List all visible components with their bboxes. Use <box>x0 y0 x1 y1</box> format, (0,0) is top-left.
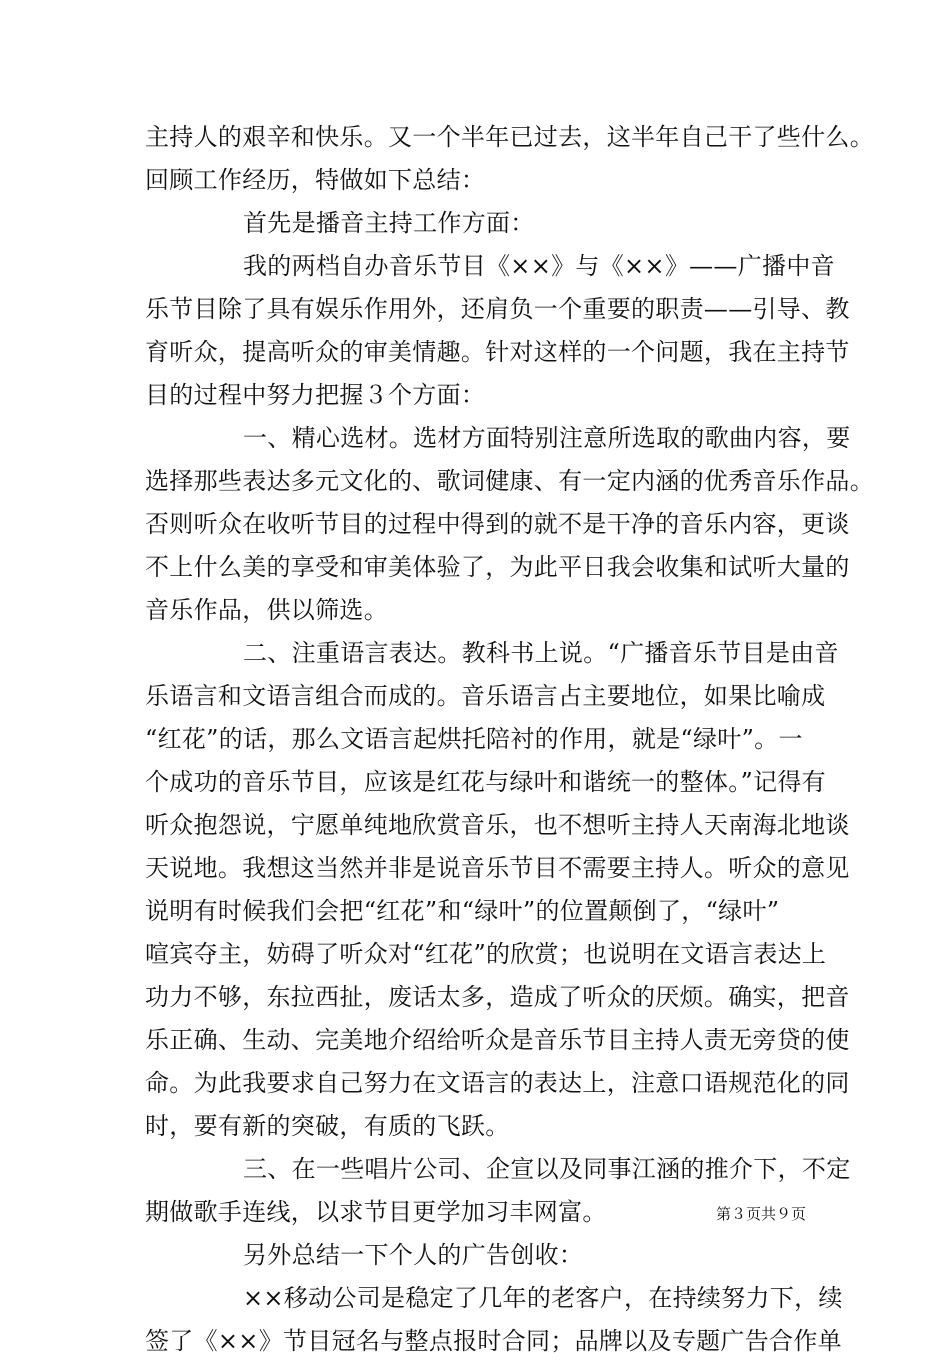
section-heading: 首先是播音主持工作方面： <box>243 209 535 237</box>
text-line: 签了《××》节目冠名与整点报时合同；品牌以及专题广告合作单 <box>145 1327 842 1355</box>
text-line: 否则听众在收听节目的过程中得到的就不是干净的音乐内容，更谈 <box>145 510 850 538</box>
text-line: 命。为此我要求自己努力在文语言的表达上，注意口语规范化的同 <box>145 1069 850 1097</box>
text-line: 目的过程中努力把握３个方面： <box>145 381 486 409</box>
text-line: 时，要有新的突破，有质的飞跃。 <box>145 1112 510 1140</box>
text-line: 乐节目除了具有娱乐作用外，还肩负一个重要的职责——引导、教 <box>145 295 850 323</box>
text-line: “红花”的话，那么文语言起烘托陪衬的作用，就是“绿叶”。一 <box>145 725 803 753</box>
text-line: 选择那些表达多元文化的、歌词健康、有一定内涵的优秀音乐作品。 <box>145 467 874 495</box>
text-line: 我的两档自办音乐节目《××》与《××》——广播中音 <box>243 252 835 280</box>
document-body <box>145 116 874 1363</box>
text-line: 一、精心选材。选材方面特别注意所选取的歌曲内容，要 <box>243 424 851 452</box>
text-line: 功力不够，东拉西扯，废话太多，造成了听众的厌烦。确实，把音 <box>145 983 850 1011</box>
text-line: 育听众，提高听众的审美情趣。针对这样的一个问题，我在主持节 <box>145 338 850 366</box>
text-line: 喧宾夺主，妨碍了听众对“红花”的欣赏；也说明在文语言表达上 <box>145 940 827 968</box>
text-line: 期做歌手连线，以求节目更学加习丰网富。 <box>145 1198 607 1226</box>
text-line: ××移动公司是稳定了几年的老客户，在持续努力下，续 <box>243 1284 843 1312</box>
text-line: 回顾工作经历，特做如下总结： <box>145 166 486 194</box>
text-line: 听众抱怨说，宁愿单纯地欣赏音乐，也不想听主持人天南海北地谈 <box>145 811 850 839</box>
text-line: 乐语言和文语言组合而成的。音乐语言占主要地位，如果比喻成 <box>145 682 826 710</box>
text-line: 音乐作品，供以筛选。 <box>145 596 388 624</box>
text-line: 三、在一些唱片公司、企宣以及同事江涵的推介下，不定 <box>243 1155 851 1183</box>
page-number-footer: 第３页共９页 <box>716 1205 807 1223</box>
text-line: 乐正确、生动、完美地介绍给听众是音乐节目主持人责无旁贷的使 <box>145 1026 850 1054</box>
section-heading: 另外总结一下个人的广告创收： <box>243 1241 584 1269</box>
text-line: 不上什么美的享受和审美体验了，为此平日我会收集和试听大量的 <box>145 553 850 581</box>
text-line: 个成功的音乐节目，应该是红花与绿叶和谐统一的整体。”记得有 <box>145 768 826 796</box>
text-line: 说明有时候我们会把“红花”和“绿叶”的位置颠倒了，“绿叶” <box>145 897 780 925</box>
text-line: 二、注重语言表达。教科书上说。“广播音乐节目是由音 <box>243 639 839 667</box>
text-line: 主持人的艰辛和快乐。又一个半年已过去，这半年自己干了些什么。 <box>145 123 874 151</box>
text-line: 天说地。我想这当然并非是说音乐节目不需要主持人。听众的意见 <box>145 854 850 882</box>
